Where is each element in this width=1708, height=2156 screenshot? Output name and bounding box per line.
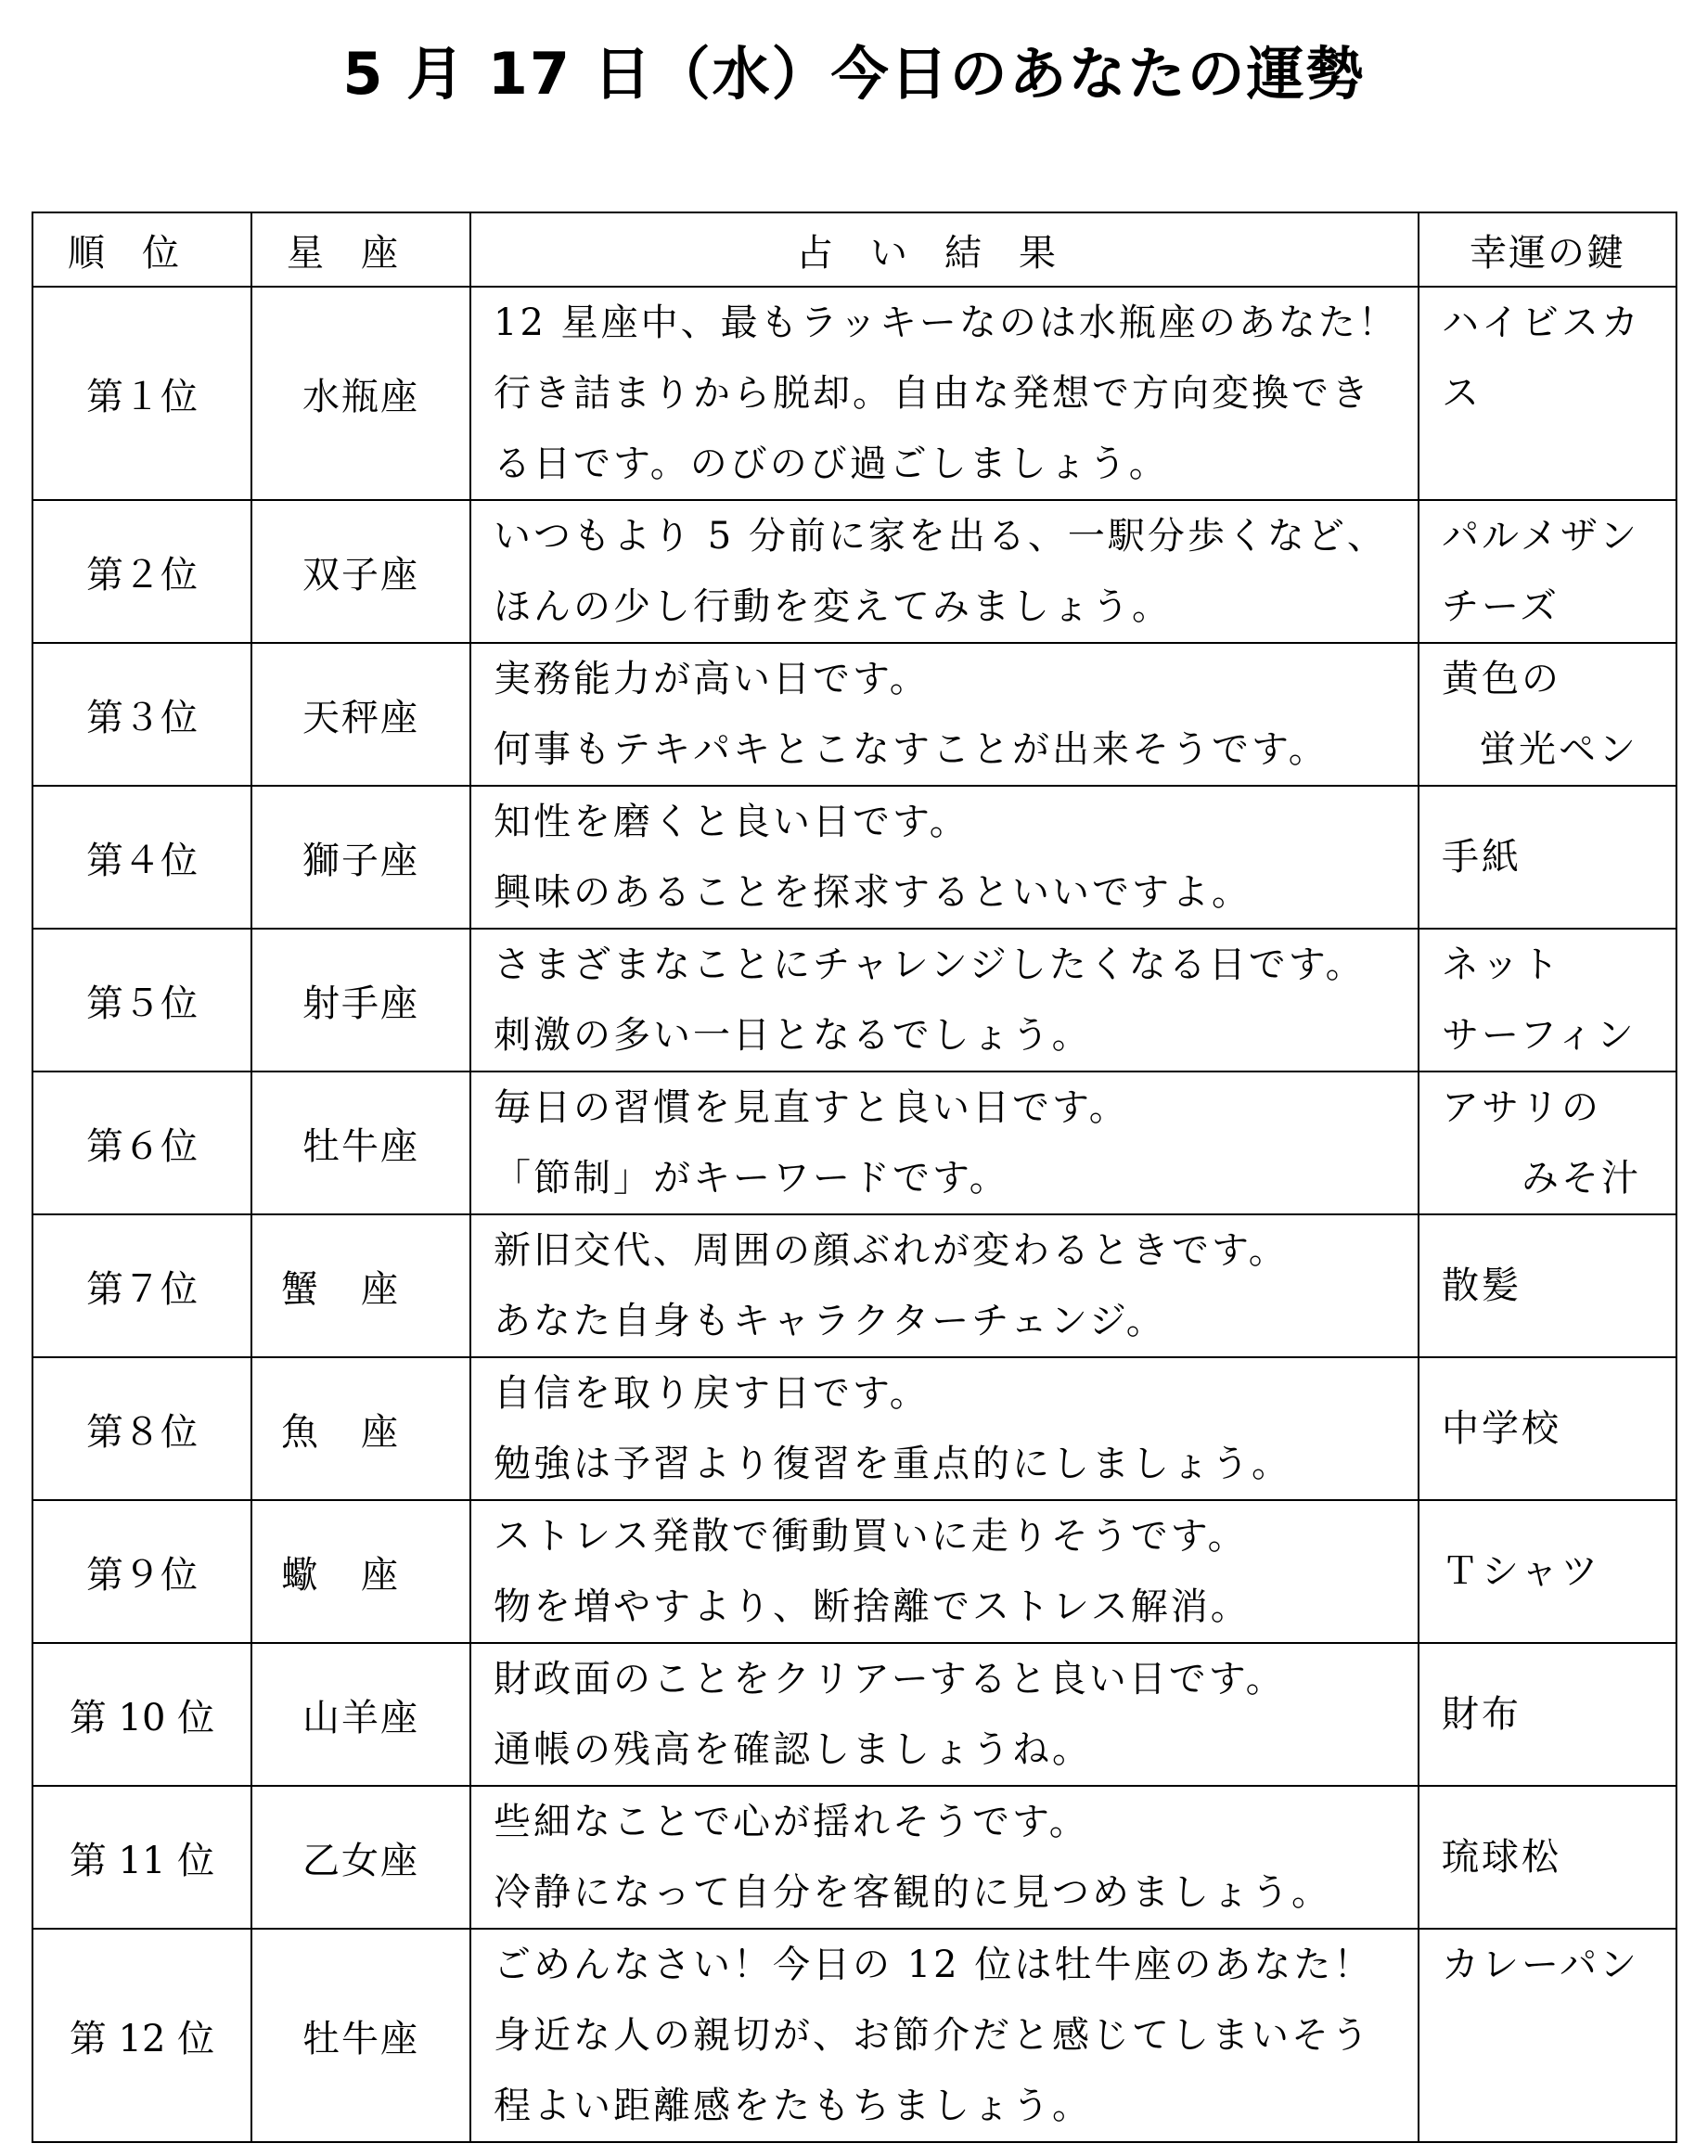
- fortune-result-line: さまざまなことにチャレンジしたくなる日です。: [494, 943, 1366, 986]
- header-rank: 順位: [32, 212, 251, 287]
- lucky-key-line: ハイビスカ: [1442, 302, 1641, 344]
- lucky-key-line: 蛍光ペン: [1479, 728, 1638, 771]
- table-row: [32, 287, 1676, 500]
- zodiac-sign-cell: [251, 500, 470, 643]
- zodiac-sign-label: 双子座: [302, 553, 419, 597]
- table-row: [32, 1929, 1676, 2142]
- fortune-result-cell: [470, 929, 1419, 1072]
- table-body: [32, 287, 1676, 2142]
- lucky-key-line: 琉球松: [1442, 1836, 1561, 1879]
- header-sign: 星座: [251, 212, 470, 287]
- table-row: [32, 643, 1676, 786]
- rank-cell: 第２位: [32, 500, 251, 643]
- fortune-result-line: 毎日の習慣を見直すと良い日です。: [494, 1086, 1129, 1129]
- fortune-result-cell: [470, 643, 1419, 786]
- fortune-result-cell: [470, 786, 1419, 929]
- zodiac-sign-cell: [251, 1500, 470, 1643]
- rank-cell: 第４位: [32, 786, 251, 929]
- lucky-key-cell: [1419, 643, 1676, 786]
- lucky-key-cell: [1419, 786, 1676, 929]
- lucky-key-line: 手紙: [1442, 836, 1522, 879]
- rank-cell: 第９位: [32, 1500, 251, 1643]
- fortune-result-line: る日です。のびのび過ごしましょう。: [494, 443, 1169, 485]
- fortune-result-cell: [470, 1214, 1419, 1357]
- zodiac-sign-cell: [251, 1786, 470, 1929]
- lucky-key-cell: [1419, 1786, 1676, 1929]
- table-row: [32, 1643, 1676, 1786]
- lucky-key-cell: [1419, 1500, 1676, 1643]
- fortune-result-cell: [470, 1500, 1419, 1643]
- rank-cell: 第８位: [32, 1357, 251, 1500]
- table-row: [32, 1357, 1676, 1500]
- lucky-key-line: みそ汁: [1522, 1157, 1641, 1200]
- table-row: [32, 929, 1676, 1072]
- lucky-key-line: アサリの: [1442, 1086, 1601, 1129]
- fortune-result-cell: [470, 1929, 1419, 2142]
- table-row: [32, 786, 1676, 929]
- rank-cell: 第 11 位: [32, 1786, 251, 1929]
- fortune-result-line: ストレス発散で衝動買いに走りそうです。: [494, 1515, 1248, 1558]
- fortune-result-cell: [470, 500, 1419, 643]
- fortune-result-line: 些細なことで心が揺れそうです。: [494, 1801, 1089, 1843]
- zodiac-sign-label: 水瓶座: [302, 375, 419, 418]
- page-title: 5 月 17 日（水）今日のあなたの運勢: [342, 40, 1366, 108]
- table-row: [32, 1500, 1676, 1643]
- zodiac-sign-label: 山羊座: [302, 1696, 419, 1739]
- fortune-result-line: 実務能力が高い日です。: [494, 658, 930, 700]
- lucky-key-line: サーフィン: [1442, 1014, 1637, 1057]
- table-row: [32, 500, 1676, 643]
- fortune-result-line: 12 星座中、最もラッキーなのは水瓶座のあなた！: [494, 302, 1398, 344]
- lucky-key-line: 財布: [1442, 1693, 1522, 1736]
- fortune-result-line: 冷静になって自分を客観的に見つめましょう。: [494, 1871, 1331, 1914]
- rank-cell: 第５位: [32, 929, 251, 1072]
- table-header-row: [32, 212, 1676, 287]
- zodiac-sign-label: 蟹座: [281, 1267, 441, 1311]
- fortune-result-line: 行き詰まりから脱却。自由な発想で方向変換でき: [494, 372, 1371, 415]
- lucky-key-line: ス: [1442, 372, 1482, 415]
- lucky-key-line: 中学校: [1442, 1407, 1561, 1450]
- fortune-result-line: 通帳の残高を確認しましょうね。: [494, 1728, 1092, 1771]
- fortune-result-line: 「節制」がキーワードです。: [494, 1157, 1009, 1200]
- fortune-result-line: あなた自身もキャラクターチェンジ。: [494, 1300, 1166, 1342]
- table-row: [32, 1214, 1676, 1357]
- lucky-key-cell: [1419, 1643, 1676, 1786]
- lucky-key-line: 散髪: [1442, 1264, 1522, 1307]
- zodiac-sign-cell: [251, 1214, 470, 1357]
- fortune-table: [32, 212, 1677, 2143]
- rank-cell: 第１位: [32, 287, 251, 500]
- table-row: [32, 1786, 1676, 1929]
- table-row: [32, 1072, 1676, 1214]
- fortune-result-line: 身近な人の親切が、お節介だと感じてしまいそう: [494, 2014, 1371, 2057]
- fortune-result-line: 自信を取り戻す日です。: [494, 1372, 930, 1415]
- zodiac-sign-cell: [251, 1643, 470, 1786]
- fortune-result-line: 知性を磨くと良い日です。: [494, 801, 970, 843]
- fortune-result-cell: [470, 1072, 1419, 1214]
- zodiac-sign-label: 天秤座: [302, 696, 419, 739]
- fortune-result-line: 興味のあることを探求するといいですよ。: [494, 871, 1252, 914]
- zodiac-sign-label: 射手座: [302, 982, 419, 1025]
- lucky-key-cell: [1419, 1929, 1676, 2142]
- fortune-result-cell: [470, 1357, 1419, 1500]
- fortune-result-cell: [470, 1786, 1419, 1929]
- fortune-result-line: 勉強は予習より復習を重点的にしましょう。: [494, 1443, 1291, 1485]
- lucky-key-cell: [1419, 500, 1676, 643]
- lucky-key-cell: [1419, 1214, 1676, 1357]
- lucky-key-cell: [1419, 287, 1676, 500]
- zodiac-sign-label: 蠍座: [281, 1553, 441, 1597]
- rank-cell: 第 12 位: [32, 1929, 251, 2142]
- rank-cell: 第 10 位: [32, 1643, 251, 1786]
- fortune-result-line: 財政面のことをクリアーすると良い日です。: [494, 1658, 1286, 1700]
- zodiac-sign-cell: [251, 1929, 470, 2142]
- fortune-result-line: ごめんなさい！今日の 12 位は牡牛座のあなた！: [494, 1944, 1374, 1986]
- fortune-result-line: 新旧交代、周囲の顔ぶれが変わるときです。: [494, 1229, 1289, 1272]
- zodiac-sign-cell: [251, 287, 470, 500]
- zodiac-sign-label: 乙女座: [302, 1839, 419, 1882]
- fortune-result-line: 何事もテキパキとこなすことが出来そうです。: [494, 728, 1329, 771]
- lucky-key-cell: [1419, 929, 1676, 1072]
- lucky-key-line: Ｔシャツ: [1442, 1550, 1601, 1593]
- zodiac-sign-label: 獅子座: [302, 839, 419, 882]
- zodiac-sign-label: 魚座: [281, 1410, 441, 1454]
- lucky-key-cell: [1419, 1357, 1676, 1500]
- fortune-result-line: いつもより 5 分前に家を出る、一駅分歩くなど、: [494, 515, 1387, 558]
- lucky-key-line: カレーパン: [1442, 1944, 1639, 1986]
- fortune-result-line: 物を増やすより、断捨離でストレス解消。: [494, 1585, 1251, 1628]
- lucky-key-line: 黄色の: [1442, 658, 1561, 700]
- zodiac-sign-cell: [251, 929, 470, 1072]
- fortune-result-line: ほんの少し行動を変えてみましょう。: [494, 585, 1172, 628]
- rank-cell: 第３位: [32, 643, 251, 786]
- fortune-result-cell: [470, 287, 1419, 500]
- zodiac-sign-cell: [251, 1357, 470, 1500]
- zodiac-sign-cell: [251, 643, 470, 786]
- zodiac-sign-label: 牡牛座: [302, 1124, 419, 1168]
- lucky-key-line: パルメザン: [1442, 515, 1639, 558]
- header-result: 占い結果: [470, 212, 1419, 287]
- rank-cell: 第６位: [32, 1072, 251, 1214]
- fortune-result-line: 刺激の多い一日となるでしょう。: [494, 1014, 1092, 1057]
- zodiac-sign-cell: [251, 1072, 470, 1214]
- zodiac-sign-cell: [251, 786, 470, 929]
- lucky-key-cell: [1419, 1072, 1676, 1214]
- zodiac-sign-label: 牡牛座: [302, 2017, 419, 2060]
- header-lucky-key: 幸運の鍵: [1419, 212, 1676, 287]
- lucky-key-line: チーズ: [1442, 585, 1560, 628]
- fortune-result-cell: [470, 1643, 1419, 1786]
- rank-cell: 第７位: [32, 1214, 251, 1357]
- fortune-result-line: 程よい距離感をたもちましょう。: [494, 2085, 1092, 2127]
- lucky-key-line: ネット: [1442, 943, 1561, 986]
